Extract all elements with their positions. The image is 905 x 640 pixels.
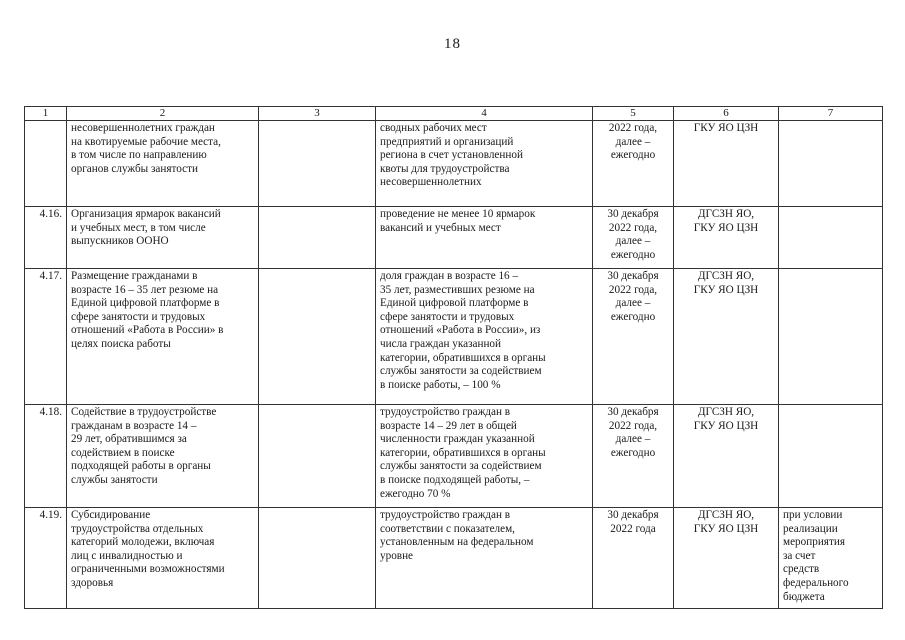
header-col-5: 5	[593, 107, 674, 121]
executor-cell	[674, 207, 779, 269]
header-row	[25, 107, 883, 121]
cell-line: 30 декабря	[607, 406, 659, 418]
cell-line: категории, обратившихся в органы	[380, 446, 546, 459]
page-number: 18	[444, 36, 461, 52]
empty-cell	[259, 405, 376, 508]
deadline-cell	[593, 405, 674, 508]
item-number-cell: 4.19.	[25, 508, 67, 609]
cell-line: далее –	[615, 135, 651, 148]
cell-line: органов службы занятости	[71, 162, 198, 175]
cell-line: содействием в поиске	[71, 446, 175, 459]
cell-line: на квотируемые рабочие места,	[71, 135, 221, 148]
activity-cell	[67, 121, 259, 207]
cell-line: 2022 года	[610, 522, 656, 535]
cell-line: выпускников ООНО	[71, 235, 169, 248]
indicator-cell	[376, 269, 593, 405]
cell-line: далее –	[615, 433, 651, 446]
header-col-6: 6	[674, 107, 779, 121]
cell-line: ГКУ ЯО ЦЗН	[693, 522, 759, 535]
cell-line: установленным на федеральном	[380, 536, 534, 549]
cell-line: далее –	[615, 297, 651, 310]
executor-cell	[674, 508, 779, 609]
table-row	[25, 121, 883, 207]
cell-line: региона в счет установленной	[380, 149, 523, 162]
header-col-1: 1	[25, 107, 67, 121]
cell-line: здоровья	[71, 576, 114, 589]
table-row	[25, 207, 883, 269]
indicator-cell	[376, 405, 593, 508]
cell-line: возрасте 16 – 35 лет резюме на	[71, 283, 219, 296]
cell-line: 35 лет, разместивших резюме на	[380, 283, 535, 296]
note-cell	[779, 405, 883, 508]
cell-line: трудоустройства отдельных	[71, 522, 204, 535]
cell-line: ДГСЗН ЯО,	[697, 406, 755, 418]
cell-line: службы занятости за содействием	[380, 460, 542, 473]
cell-line: ежегодно	[610, 310, 656, 323]
cell-line: 2022 года,	[608, 419, 658, 432]
note-cell	[779, 508, 883, 609]
cell-line: 30 декабря	[607, 509, 659, 521]
cell-line: соответствии с показателем,	[380, 522, 515, 535]
cell-line: 29 лет, обратившимся за	[71, 433, 187, 446]
cell-line: ДГСЗН ЯО,	[697, 270, 755, 282]
item-number-cell: 4.16.	[25, 207, 67, 269]
cell-line: категорий молодежи, включая	[71, 536, 215, 549]
cell-line: отношений «Работа в России», из	[380, 324, 541, 337]
executor-cell	[674, 405, 779, 508]
note-cell	[779, 269, 883, 405]
deadline-cell	[593, 207, 674, 269]
cell-line: службы занятости	[71, 473, 158, 486]
cell-line: ГКУ ЯО ЦЗН	[693, 122, 759, 134]
cell-line: Размещение гражданами в	[71, 270, 198, 282]
activity-cell	[67, 269, 259, 405]
cell-line: средств	[783, 563, 820, 576]
cell-line: несовершеннолетних	[380, 176, 482, 189]
cell-line: ГКУ ЯО ЦЗН	[693, 283, 759, 296]
cell-line: ежегодно	[610, 248, 656, 261]
header-col-4: 4	[376, 107, 593, 121]
table-row	[25, 269, 883, 405]
cell-line: 30 декабря	[607, 208, 659, 220]
cell-line: в поиске подходящей работы, –	[380, 473, 530, 486]
cell-line: квоты для трудоустройства	[380, 162, 510, 175]
note-cell	[779, 121, 883, 207]
cell-line: трудоустройство граждан в	[380, 509, 511, 521]
deadline-cell	[593, 121, 674, 207]
indicator-cell	[376, 508, 593, 609]
empty-cell	[259, 269, 376, 405]
cell-line: числа граждан указанной	[380, 337, 502, 350]
cell-line: за счет	[783, 549, 816, 562]
indicator-cell	[376, 121, 593, 207]
indicator-cell	[376, 207, 593, 269]
executor-cell	[674, 121, 779, 207]
deadline-cell	[593, 508, 674, 609]
cell-line: ежегодно 70 %	[380, 487, 451, 500]
cell-line: в том числе по направлению	[71, 149, 207, 162]
cell-line: уровне	[380, 549, 414, 562]
header-col-3: 3	[259, 107, 376, 121]
cell-line: отношений «Работа в России» в	[71, 324, 224, 337]
empty-cell	[259, 508, 376, 609]
cell-line: службы занятости за содействием	[380, 365, 542, 378]
empty-cell	[259, 121, 376, 207]
cell-line: проведение не менее 10 ярмарок	[380, 208, 536, 220]
activity-plan-table	[24, 106, 883, 609]
cell-line: 2022 года,	[608, 122, 658, 134]
cell-line: лиц с инвалидностью и	[71, 549, 183, 562]
cell-line: в поиске работы, – 100 %	[380, 378, 501, 391]
cell-line: Организация ярмарок вакансий	[71, 208, 221, 220]
cell-line: несовершеннолетних граждан	[71, 122, 215, 134]
cell-line: 30 декабря	[607, 270, 659, 282]
cell-line: 2022 года,	[608, 283, 658, 296]
cell-line: гражданам в возрасте 14 –	[71, 419, 197, 432]
cell-line: численности граждан указанной	[380, 433, 535, 446]
cell-line: трудоустройство граждан в	[380, 406, 511, 418]
cell-line: ГКУ ЯО ЦЗН	[693, 419, 759, 432]
cell-line: ежегодно	[610, 446, 656, 459]
empty-cell	[259, 207, 376, 269]
cell-line: ДГСЗН ЯО,	[697, 208, 755, 220]
item-number-cell: 4.17.	[25, 269, 67, 405]
cell-line: сфере занятости и трудовых	[380, 310, 515, 323]
cell-line: Единой цифровой платформе в	[71, 297, 220, 310]
cell-line: мероприятия	[783, 536, 845, 549]
cell-line: Субсидирование	[71, 509, 151, 521]
table-row	[25, 508, 883, 609]
cell-line: ГКУ ЯО ЦЗН	[693, 221, 759, 234]
header-col-2: 2	[67, 107, 259, 121]
header-col-7: 7	[779, 107, 883, 121]
cell-line: сфере занятости и трудовых	[71, 310, 206, 323]
activity-cell	[67, 405, 259, 508]
cell-line: категории, обратившихся в органы	[380, 351, 546, 364]
cell-line: Единой цифровой платформе в	[380, 297, 529, 310]
note-cell	[779, 207, 883, 269]
cell-line: возрасте 14 – 29 лет в общей	[380, 419, 517, 432]
activity-cell	[67, 508, 259, 609]
cell-line: ежегодно	[610, 149, 656, 162]
cell-line: при условии	[783, 509, 843, 521]
cell-line: федерального	[783, 576, 849, 589]
cell-line: целях поиска работы	[71, 337, 171, 350]
cell-line: ДГСЗН ЯО,	[697, 509, 755, 521]
cell-line: и учебных мест, в том числе	[71, 221, 206, 234]
cell-line: ограниченными возможностями	[71, 563, 225, 576]
cell-line: Содействие в трудоустройстве	[71, 406, 217, 418]
item-number-cell	[25, 121, 67, 207]
cell-line: предприятий и организаций	[380, 135, 514, 148]
table-row	[25, 405, 883, 508]
executor-cell	[674, 269, 779, 405]
deadline-cell	[593, 269, 674, 405]
cell-line: реализации	[783, 522, 838, 535]
cell-line: сводных рабочих мест	[380, 122, 487, 134]
cell-line: далее –	[615, 235, 651, 248]
cell-line: вакансий и учебных мест	[380, 221, 501, 234]
item-number-cell: 4.18.	[25, 405, 67, 508]
cell-line: бюджета	[783, 590, 825, 603]
cell-line: доля граждан в возрасте 16 –	[380, 270, 519, 282]
cell-line: подходящей работы в органы	[71, 460, 211, 473]
activity-cell	[67, 207, 259, 269]
cell-line: 2022 года,	[608, 221, 658, 234]
